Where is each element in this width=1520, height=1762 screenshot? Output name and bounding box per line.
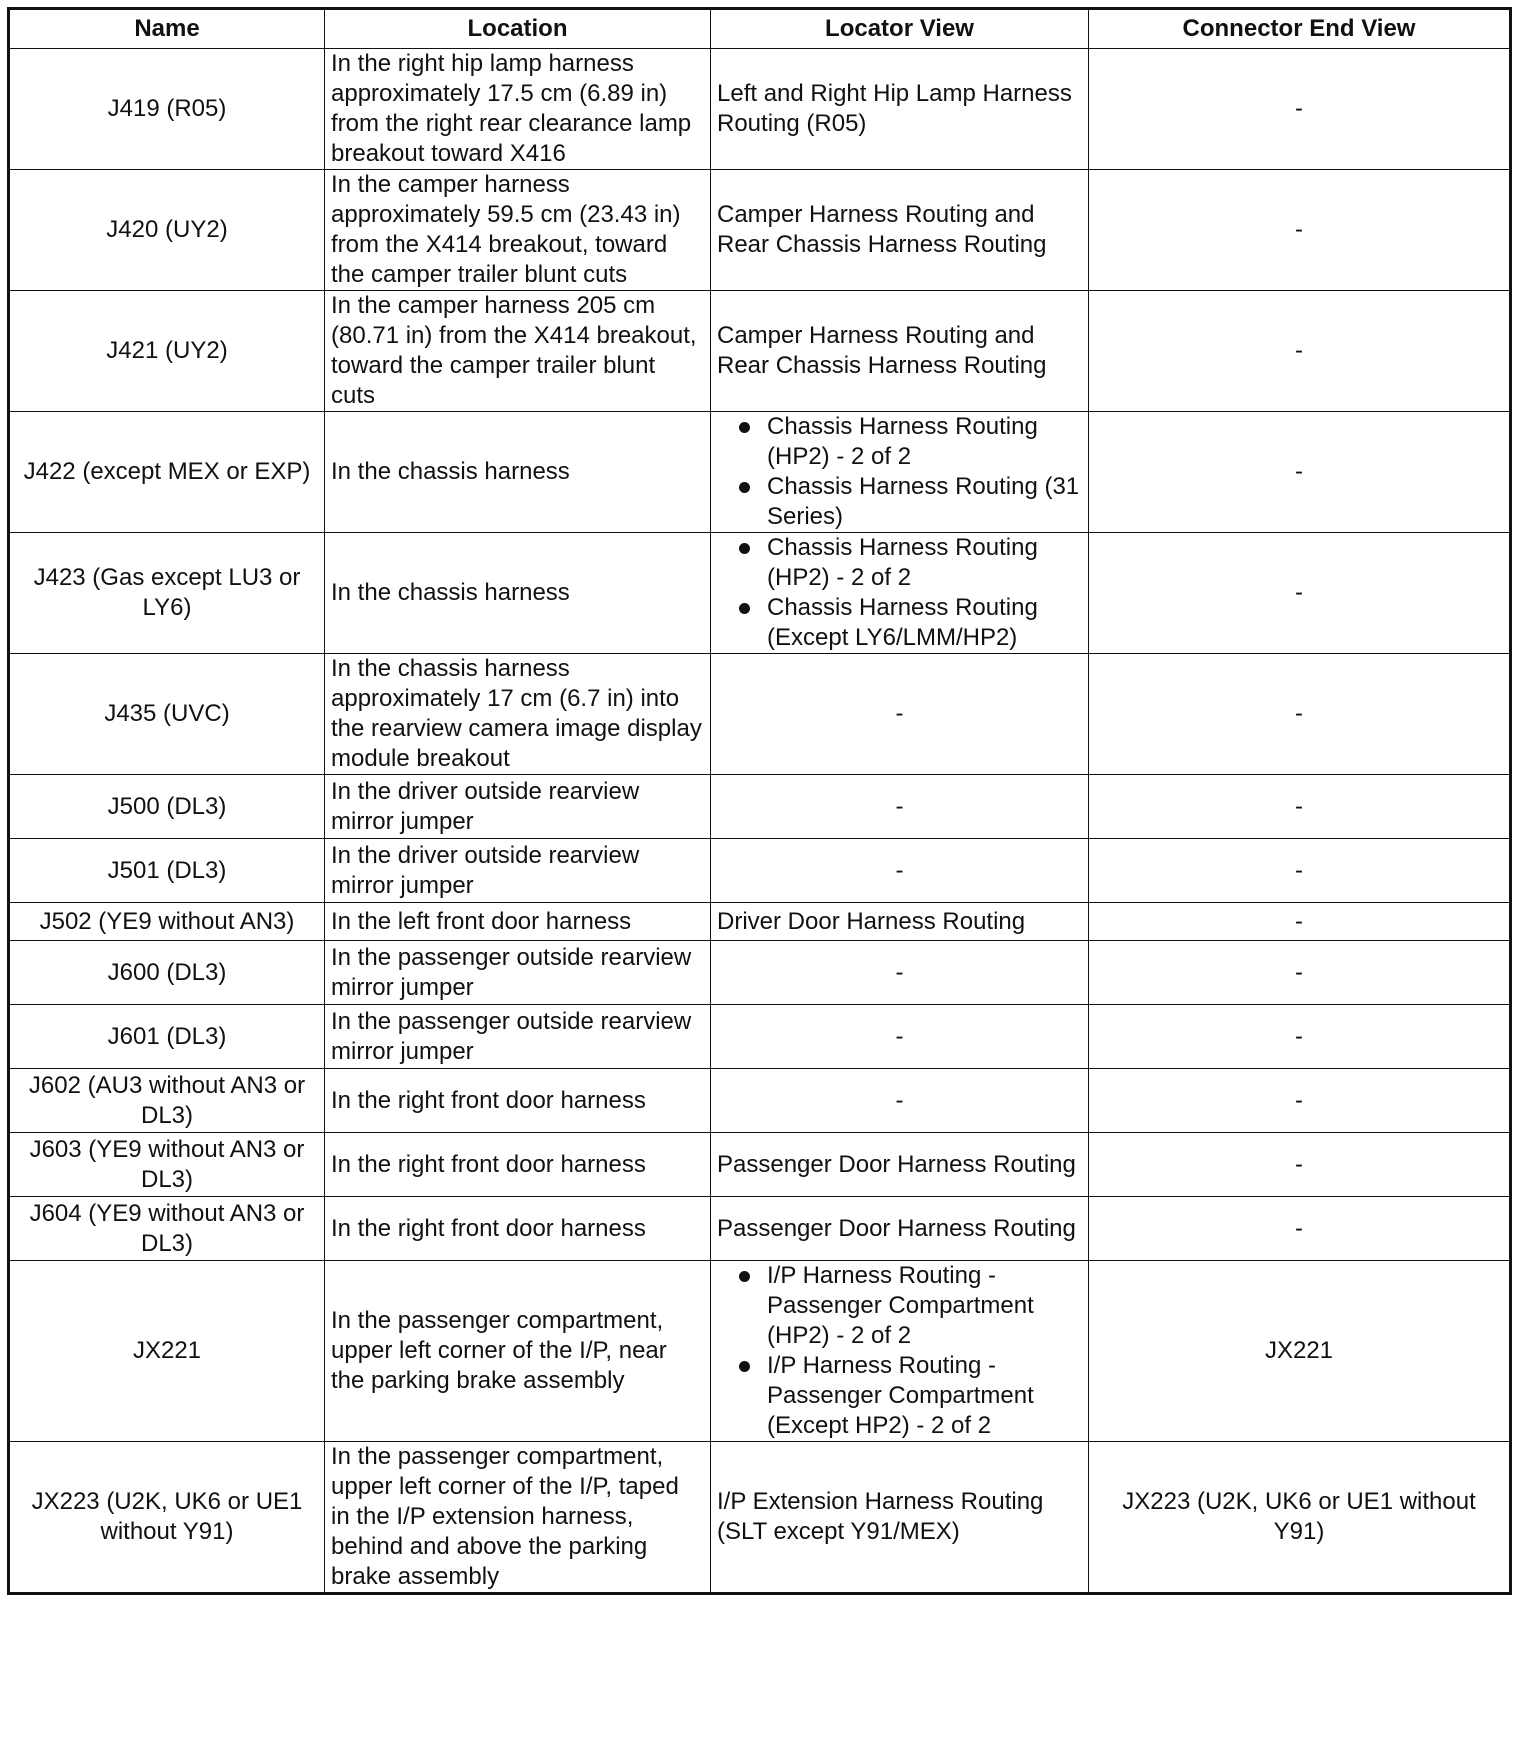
- cell-locator-view: [711, 1261, 1089, 1442]
- cell-connector-end-view: JX223 (U2K, UK6 or UE1 without Y91): [1089, 1442, 1511, 1594]
- cell-locator-view: [711, 533, 1089, 654]
- cell-location: In the passenger compartment, upper left corner of the I/P, taped in the I/P extension harness, behind and above the parking brake assembly: [325, 1442, 711, 1594]
- cell-location: In the camper harness 205 cm (80.71 in) from the X414 breakout, toward the camper trailer blunt cuts: [325, 291, 711, 412]
- table-row: [9, 941, 1511, 1005]
- table-row: [9, 903, 1511, 941]
- cell-connector-end-view: -: [1089, 412, 1511, 533]
- cell-locator-view: -: [711, 839, 1089, 903]
- cell-name: J500 (DL3): [9, 775, 325, 839]
- table-body: [9, 49, 1511, 1594]
- cell-name: J419 (R05): [9, 49, 325, 170]
- cell-name: J600 (DL3): [9, 941, 325, 1005]
- locator-bullet-item: Chassis Harness Routing (31 Series): [717, 472, 1082, 532]
- table-row: [9, 1261, 1511, 1442]
- connector-table-container: [7, 7, 1509, 1595]
- cell-location: In the passenger compartment, upper left corner of the I/P, near the parking brake assembly: [325, 1261, 711, 1442]
- cell-location: In the chassis harness approximately 17 cm (6.7 in) into the rearview camera image display module breakout: [325, 654, 711, 775]
- locator-bullet-item: I/P Harness Routing - Passenger Compartment (HP2) - 2 of 2: [717, 1261, 1082, 1351]
- cell-locator-view: Passenger Door Harness Routing: [711, 1197, 1089, 1261]
- cell-location: In the right hip lamp harness approximately 17.5 cm (6.89 in) from the right rear clearance lamp breakout toward X416: [325, 49, 711, 170]
- cell-name: J601 (DL3): [9, 1005, 325, 1069]
- cell-name: J435 (UVC): [9, 654, 325, 775]
- cell-name: J604 (YE9 without AN3 or DL3): [9, 1197, 325, 1261]
- cell-locator-view: [711, 412, 1089, 533]
- table-row: [9, 1442, 1511, 1594]
- cell-locator-view: Camper Harness Routing and Rear Chassis Harness Routing: [711, 291, 1089, 412]
- locator-bullet-list: [717, 1261, 1082, 1441]
- cell-location: In the driver outside rearview mirror jumper: [325, 775, 711, 839]
- cell-connector-end-view: -: [1089, 941, 1511, 1005]
- cell-locator-view: -: [711, 775, 1089, 839]
- locator-bullet-item: Chassis Harness Routing (Except LY6/LMM/HP2): [717, 593, 1082, 653]
- cell-name: JX223 (U2K, UK6 or UE1 without Y91): [9, 1442, 325, 1594]
- cell-connector-end-view: -: [1089, 1133, 1511, 1197]
- cell-connector-end-view: -: [1089, 654, 1511, 775]
- cell-connector-end-view: -: [1089, 170, 1511, 291]
- connector-table: [7, 7, 1512, 1595]
- table-row: [9, 412, 1511, 533]
- cell-locator-view: Driver Door Harness Routing: [711, 903, 1089, 941]
- table-row: [9, 654, 1511, 775]
- cell-location: In the right front door harness: [325, 1197, 711, 1261]
- cell-location: In the right front door harness: [325, 1133, 711, 1197]
- table-row: [9, 839, 1511, 903]
- table-row: [9, 1005, 1511, 1069]
- table-row: [9, 1197, 1511, 1261]
- cell-name: J420 (UY2): [9, 170, 325, 291]
- cell-location: In the chassis harness: [325, 533, 711, 654]
- cell-name: J502 (YE9 without AN3): [9, 903, 325, 941]
- cell-name: J423 (Gas except LU3 or LY6): [9, 533, 325, 654]
- cell-connector-end-view: -: [1089, 1197, 1511, 1261]
- locator-bullet-list: [717, 412, 1082, 532]
- cell-name: J501 (DL3): [9, 839, 325, 903]
- table-row: [9, 533, 1511, 654]
- cell-connector-end-view: -: [1089, 533, 1511, 654]
- header-connector-end-view: Connector End View: [1089, 9, 1511, 49]
- cell-locator-view: Camper Harness Routing and Rear Chassis Harness Routing: [711, 170, 1089, 291]
- cell-locator-view: Passenger Door Harness Routing: [711, 1133, 1089, 1197]
- cell-connector-end-view: -: [1089, 839, 1511, 903]
- cell-connector-end-view: -: [1089, 291, 1511, 412]
- cell-name: J602 (AU3 without AN3 or DL3): [9, 1069, 325, 1133]
- header-locator-view: Locator View: [711, 9, 1089, 49]
- cell-name: J421 (UY2): [9, 291, 325, 412]
- cell-connector-end-view: -: [1089, 1069, 1511, 1133]
- table-row: [9, 291, 1511, 412]
- locator-bullet-list: [717, 533, 1082, 653]
- cell-connector-end-view: -: [1089, 49, 1511, 170]
- cell-location: In the camper harness approximately 59.5 cm (23.43 in) from the X414 breakout, toward the camper trailer blunt cuts: [325, 170, 711, 291]
- cell-name: JX221: [9, 1261, 325, 1442]
- cell-locator-view: -: [711, 1005, 1089, 1069]
- cell-name: J422 (except MEX or EXP): [9, 412, 325, 533]
- table-row: [9, 1133, 1511, 1197]
- cell-location: In the right front door harness: [325, 1069, 711, 1133]
- cell-locator-view: -: [711, 1069, 1089, 1133]
- table-row: [9, 170, 1511, 291]
- header-name: Name: [9, 9, 325, 49]
- cell-locator-view: I/P Extension Harness Routing (SLT except Y91/MEX): [711, 1442, 1089, 1594]
- cell-location: In the passenger outside rearview mirror jumper: [325, 941, 711, 1005]
- cell-location: In the passenger outside rearview mirror jumper: [325, 1005, 711, 1069]
- locator-bullet-item: I/P Harness Routing - Passenger Compartment (Except HP2) - 2 of 2: [717, 1351, 1082, 1441]
- cell-location: In the left front door harness: [325, 903, 711, 941]
- cell-connector-end-view: -: [1089, 1005, 1511, 1069]
- cell-name: J603 (YE9 without AN3 or DL3): [9, 1133, 325, 1197]
- cell-locator-view: -: [711, 654, 1089, 775]
- locator-bullet-item: Chassis Harness Routing (HP2) - 2 of 2: [717, 412, 1082, 472]
- cell-locator-view: -: [711, 941, 1089, 1005]
- locator-bullet-item: Chassis Harness Routing (HP2) - 2 of 2: [717, 533, 1082, 593]
- header-row: [9, 9, 1511, 49]
- cell-connector-end-view: -: [1089, 903, 1511, 941]
- cell-location: In the chassis harness: [325, 412, 711, 533]
- table-row: [9, 775, 1511, 839]
- cell-connector-end-view: JX221: [1089, 1261, 1511, 1442]
- cell-location: In the driver outside rearview mirror jumper: [325, 839, 711, 903]
- table-row: [9, 1069, 1511, 1133]
- cell-connector-end-view: -: [1089, 775, 1511, 839]
- header-location: Location: [325, 9, 711, 49]
- table-row: [9, 49, 1511, 170]
- cell-locator-view: Left and Right Hip Lamp Harness Routing (R05): [711, 49, 1089, 170]
